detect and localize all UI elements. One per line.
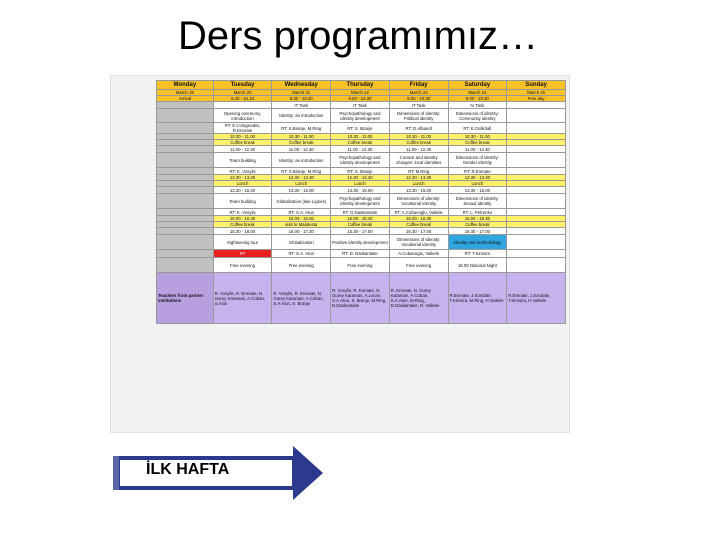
table-cell: Identity: an introduction <box>272 109 331 123</box>
table-cell: 15.30 - 18.00 <box>213 228 272 235</box>
table-row <box>157 228 566 235</box>
table-cell: Coffee break <box>389 140 448 146</box>
table-cell: Free evening <box>213 258 272 273</box>
table-row <box>157 153 566 168</box>
teachers-cell: R.Erenate, J.Sondate, T.Kimsira, M.Ring, H.Vaikele <box>448 273 507 324</box>
table-cell: visit to Malatesta <box>272 222 331 228</box>
table-cell: Dimensions of identity: Vocational identity <box>389 194 448 209</box>
table-cell: Lunch <box>213 181 272 187</box>
table-cell <box>507 187 566 194</box>
table-row <box>157 194 566 209</box>
table-cell: IT Task <box>272 102 331 109</box>
table-cell: Free evening <box>331 258 390 273</box>
table-cell: Globalization <box>272 235 331 250</box>
table-cell: 11.00 - 12.30 <box>213 146 272 153</box>
table-cell: 11.00 - 12.30 <box>448 146 507 153</box>
table-cell: Sightseeing tour <box>213 235 272 250</box>
table-cell: 10.30 - 11.00 <box>331 134 390 140</box>
table-cell: March 22 <box>331 90 390 96</box>
table-cell <box>507 228 566 235</box>
table-cell <box>157 146 214 153</box>
table-cell <box>157 109 214 123</box>
table-cell <box>213 102 272 109</box>
table-cell: RT <box>213 250 272 258</box>
table-cell <box>157 168 214 175</box>
table-cell: 15.30 - 17.00 <box>448 228 507 235</box>
table-cell: Coffee break <box>331 222 390 228</box>
teachers-cell: R. Vosylis, R. Erenate, N. Gurey Karaman, A.Locan, S.A.Atun, S. Branje, M.Ring, D.Daskantaite <box>331 273 390 324</box>
table-row <box>157 250 566 258</box>
table-cell: 10.30 - 11.00 <box>389 134 448 140</box>
table-cell: Lunch <box>272 181 331 187</box>
teachers-cell: R.Erenate, J.Sondate, T.Kimsira, H.Vaikele <box>507 273 566 324</box>
table-cell <box>157 194 214 209</box>
table-row <box>157 209 566 216</box>
table-cell: RT: S.A. Atun <box>272 209 331 216</box>
table-cell: 12.30 - 13.30 <box>272 175 331 181</box>
table-cell <box>507 123 566 134</box>
slide-title: Ders programımız… <box>178 14 539 58</box>
table-cell: RT: S.A. Atun <box>272 250 331 258</box>
teachers-row <box>157 273 566 324</box>
table-cell: 9.00 - 10.30 <box>389 96 448 102</box>
table-cell: RT: K. Vosylis <box>213 168 272 175</box>
table-cell: Monday <box>157 81 214 90</box>
table-cell: 11.00 - 12.30 <box>331 146 390 153</box>
table-cell: IV Task <box>448 102 507 109</box>
table-cell: RT: R.Erenate <box>448 168 507 175</box>
table-cell: Opening ceremony, introduction <box>213 109 272 123</box>
table-row <box>157 81 566 90</box>
table-cell: 15.30 - 17.00 <box>331 228 390 235</box>
table-cell: 15.00 - 16.00 <box>272 216 331 222</box>
table-cell: RT: S. Branje <box>331 123 390 134</box>
table-cell: 12.30 - 13.30 <box>448 175 507 181</box>
table-cell: Lunch <box>448 181 507 187</box>
table-cell: Globalization (late Lignes) <box>272 194 331 209</box>
table-cell: Coffee break <box>272 140 331 146</box>
table-cell: March 25 <box>507 90 566 96</box>
table-row <box>157 235 566 250</box>
table-cell: 9.30 - 10.30 <box>272 96 331 102</box>
table-cell: 12.30 - 13.30 <box>331 175 390 181</box>
table-cell: March 24 <box>448 90 507 96</box>
table-cell: RT: E.Cologerakis, R.Erenate <box>213 123 272 134</box>
table-cell: Friday <box>389 81 448 90</box>
table-cell: Psychopathology and identity development <box>331 109 390 123</box>
table-cell: RT: S.Branje, M.Ring <box>272 168 331 175</box>
table-cell: Identity and methodology <box>448 235 507 250</box>
table-cell: 12.30 - 13.30 <box>213 175 272 181</box>
table-cell: RT: D.Daskantaite <box>331 209 390 216</box>
table-cell: Arrival <box>157 96 214 102</box>
table-cell: Dimensions of identity: Sexual identity <box>448 194 507 209</box>
table-cell: RT: D.Albarell <box>389 123 448 134</box>
table-cell: 9.00 - 10.30 <box>331 96 390 102</box>
table-cell: RT: D. Daskantaite <box>331 250 390 258</box>
table-cell <box>157 250 214 258</box>
table-cell: RT: T.Kimsira <box>448 250 507 258</box>
table-row <box>157 168 566 175</box>
table-cell: Team building <box>213 153 272 168</box>
table-cell: 18.00 National Night <box>448 258 507 273</box>
table-cell <box>157 153 214 168</box>
table-row <box>157 146 566 153</box>
table-cell: 11.00 - 12.30 <box>389 146 448 153</box>
table-cell <box>157 235 214 250</box>
table-cell: Free evening <box>272 258 331 273</box>
table-cell: IT Task <box>331 102 390 109</box>
table-cell <box>507 194 566 209</box>
table-cell <box>507 250 566 258</box>
table-cell: Psychopathology and identity development <box>331 194 390 209</box>
table-cell: Dimensions of identity: Gender identity <box>448 153 507 168</box>
table-cell: RT: E.Celikhall <box>448 123 507 134</box>
table-cell: 9.00 - 10.30 <box>448 96 507 102</box>
table-cell <box>157 123 214 134</box>
table-cell <box>157 102 214 109</box>
table-cell <box>507 209 566 216</box>
table-row <box>157 102 566 109</box>
table-cell: Sunday <box>507 81 566 90</box>
table-cell <box>507 102 566 109</box>
week-label: İLK HAFTA <box>146 461 230 478</box>
table-cell: Dimensions of identity: Vocational identity <box>389 235 448 250</box>
table-cell: Coffee break <box>448 222 507 228</box>
table-cell: 13.30 - 15.00 <box>213 187 272 194</box>
schedule-image <box>110 75 570 433</box>
teachers-cell: R. Erenate, N. Gurey Karaman, A.Coban, S.A.Atun, M.Ring, D.Daskantaite, R. Vaikele <box>389 273 448 324</box>
table-cell: Identity: an introduction <box>272 153 331 168</box>
table-cell <box>157 228 214 235</box>
table-cell: Tuesday <box>213 81 272 90</box>
table-cell: Coffee break <box>331 140 390 146</box>
teachers-label: Teachers from partner institutions <box>157 273 214 324</box>
table-cell: Dimensions of identity: Political identity <box>389 109 448 123</box>
table-cell: 15.00 - 15.30 <box>331 216 390 222</box>
table-cell: RT: S. Branje <box>331 168 390 175</box>
table-cell: March 23 <box>389 90 448 96</box>
table-cell <box>507 258 566 273</box>
table-cell <box>507 109 566 123</box>
table-cell: Team building <box>213 194 272 209</box>
table-cell: 13.30 - 15.00 <box>448 187 507 194</box>
table-cell: Thursday <box>331 81 390 90</box>
table-cell: March 21 <box>272 90 331 96</box>
table-cell: March 20 <box>213 90 272 96</box>
table-cell: 10.30 - 11.00 <box>272 134 331 140</box>
table-cell <box>507 146 566 153</box>
table-cell: RT: A.Cobanoglu, Vaikele <box>389 209 448 216</box>
table-cell: IT Task <box>389 102 448 109</box>
table-cell: 13.30 - 15.00 <box>331 187 390 194</box>
table-cell: 15.30 - 17.00 <box>389 228 448 235</box>
table-row <box>157 123 566 134</box>
table-cell <box>507 168 566 175</box>
table-cell: 13.30 - 15.00 <box>389 187 448 194</box>
table-cell <box>507 235 566 250</box>
table-cell: 10.30 - 11.00 <box>213 134 272 140</box>
table-cell <box>157 187 214 194</box>
teachers-cell: R. Vosylis, R. Erenate, N. Gurey Karaman, A.Coban, S.Alun <box>213 273 272 324</box>
schedule-table <box>156 80 566 324</box>
table-cell: Psychopathology and identity development <box>331 153 390 168</box>
table-cell: 11.00 - 12.30 <box>272 146 331 153</box>
table-cell <box>157 209 214 216</box>
table-cell: Coffee break <box>213 140 272 146</box>
table-cell: Positive identity development <box>331 235 390 250</box>
table-cell: Free evening <box>389 258 448 273</box>
table-cell: March 19 <box>157 90 214 96</box>
table-row <box>157 187 566 194</box>
table-cell: 13.30 - 15.00 <box>272 187 331 194</box>
table-cell: RT: S.Branje, M.Ring <box>272 123 331 134</box>
table-cell: 15.00 - 15.30 <box>389 216 448 222</box>
table-cell: Lunch <box>389 181 448 187</box>
teachers-cell: R. Vosylis, R. Erenate, N. Gurey Karaman, A.Coban, S.A Atun, S. Branje <box>272 273 331 324</box>
table-cell: Lunch <box>331 181 390 187</box>
table-cell: A.Cobanoglu, Vaikele <box>389 250 448 258</box>
table-cell: Saturday <box>448 81 507 90</box>
table-cell: Coffee break <box>213 222 272 228</box>
table-cell: 15.00 - 15.30 <box>213 216 272 222</box>
table-cell <box>507 153 566 168</box>
table-row <box>157 258 566 273</box>
table-cell: RT: L. Petrenko <box>448 209 507 216</box>
table-cell: Context and identity changes: local identities <box>389 153 448 168</box>
table-cell: 6.40 - 10.10 <box>213 96 272 102</box>
table-cell: RT: M.Ring <box>389 168 448 175</box>
table-cell: 12.30 - 13.30 <box>389 175 448 181</box>
table-cell: Coffee break <box>389 222 448 228</box>
table-cell: Free day <box>507 96 566 102</box>
table-cell: Dimensions of identity: Community identity <box>448 109 507 123</box>
table-cell <box>157 258 214 273</box>
table-cell: RT: K. Vosylis <box>213 209 272 216</box>
table-cell: Wednesday <box>272 81 331 90</box>
table-cell: 16.00 - 17.30 <box>272 228 331 235</box>
table-row <box>157 109 566 123</box>
table-cell: 10.30 - 11.00 <box>448 134 507 140</box>
table-cell: Coffee break <box>448 140 507 146</box>
table-cell: 15.00 - 15.30 <box>448 216 507 222</box>
